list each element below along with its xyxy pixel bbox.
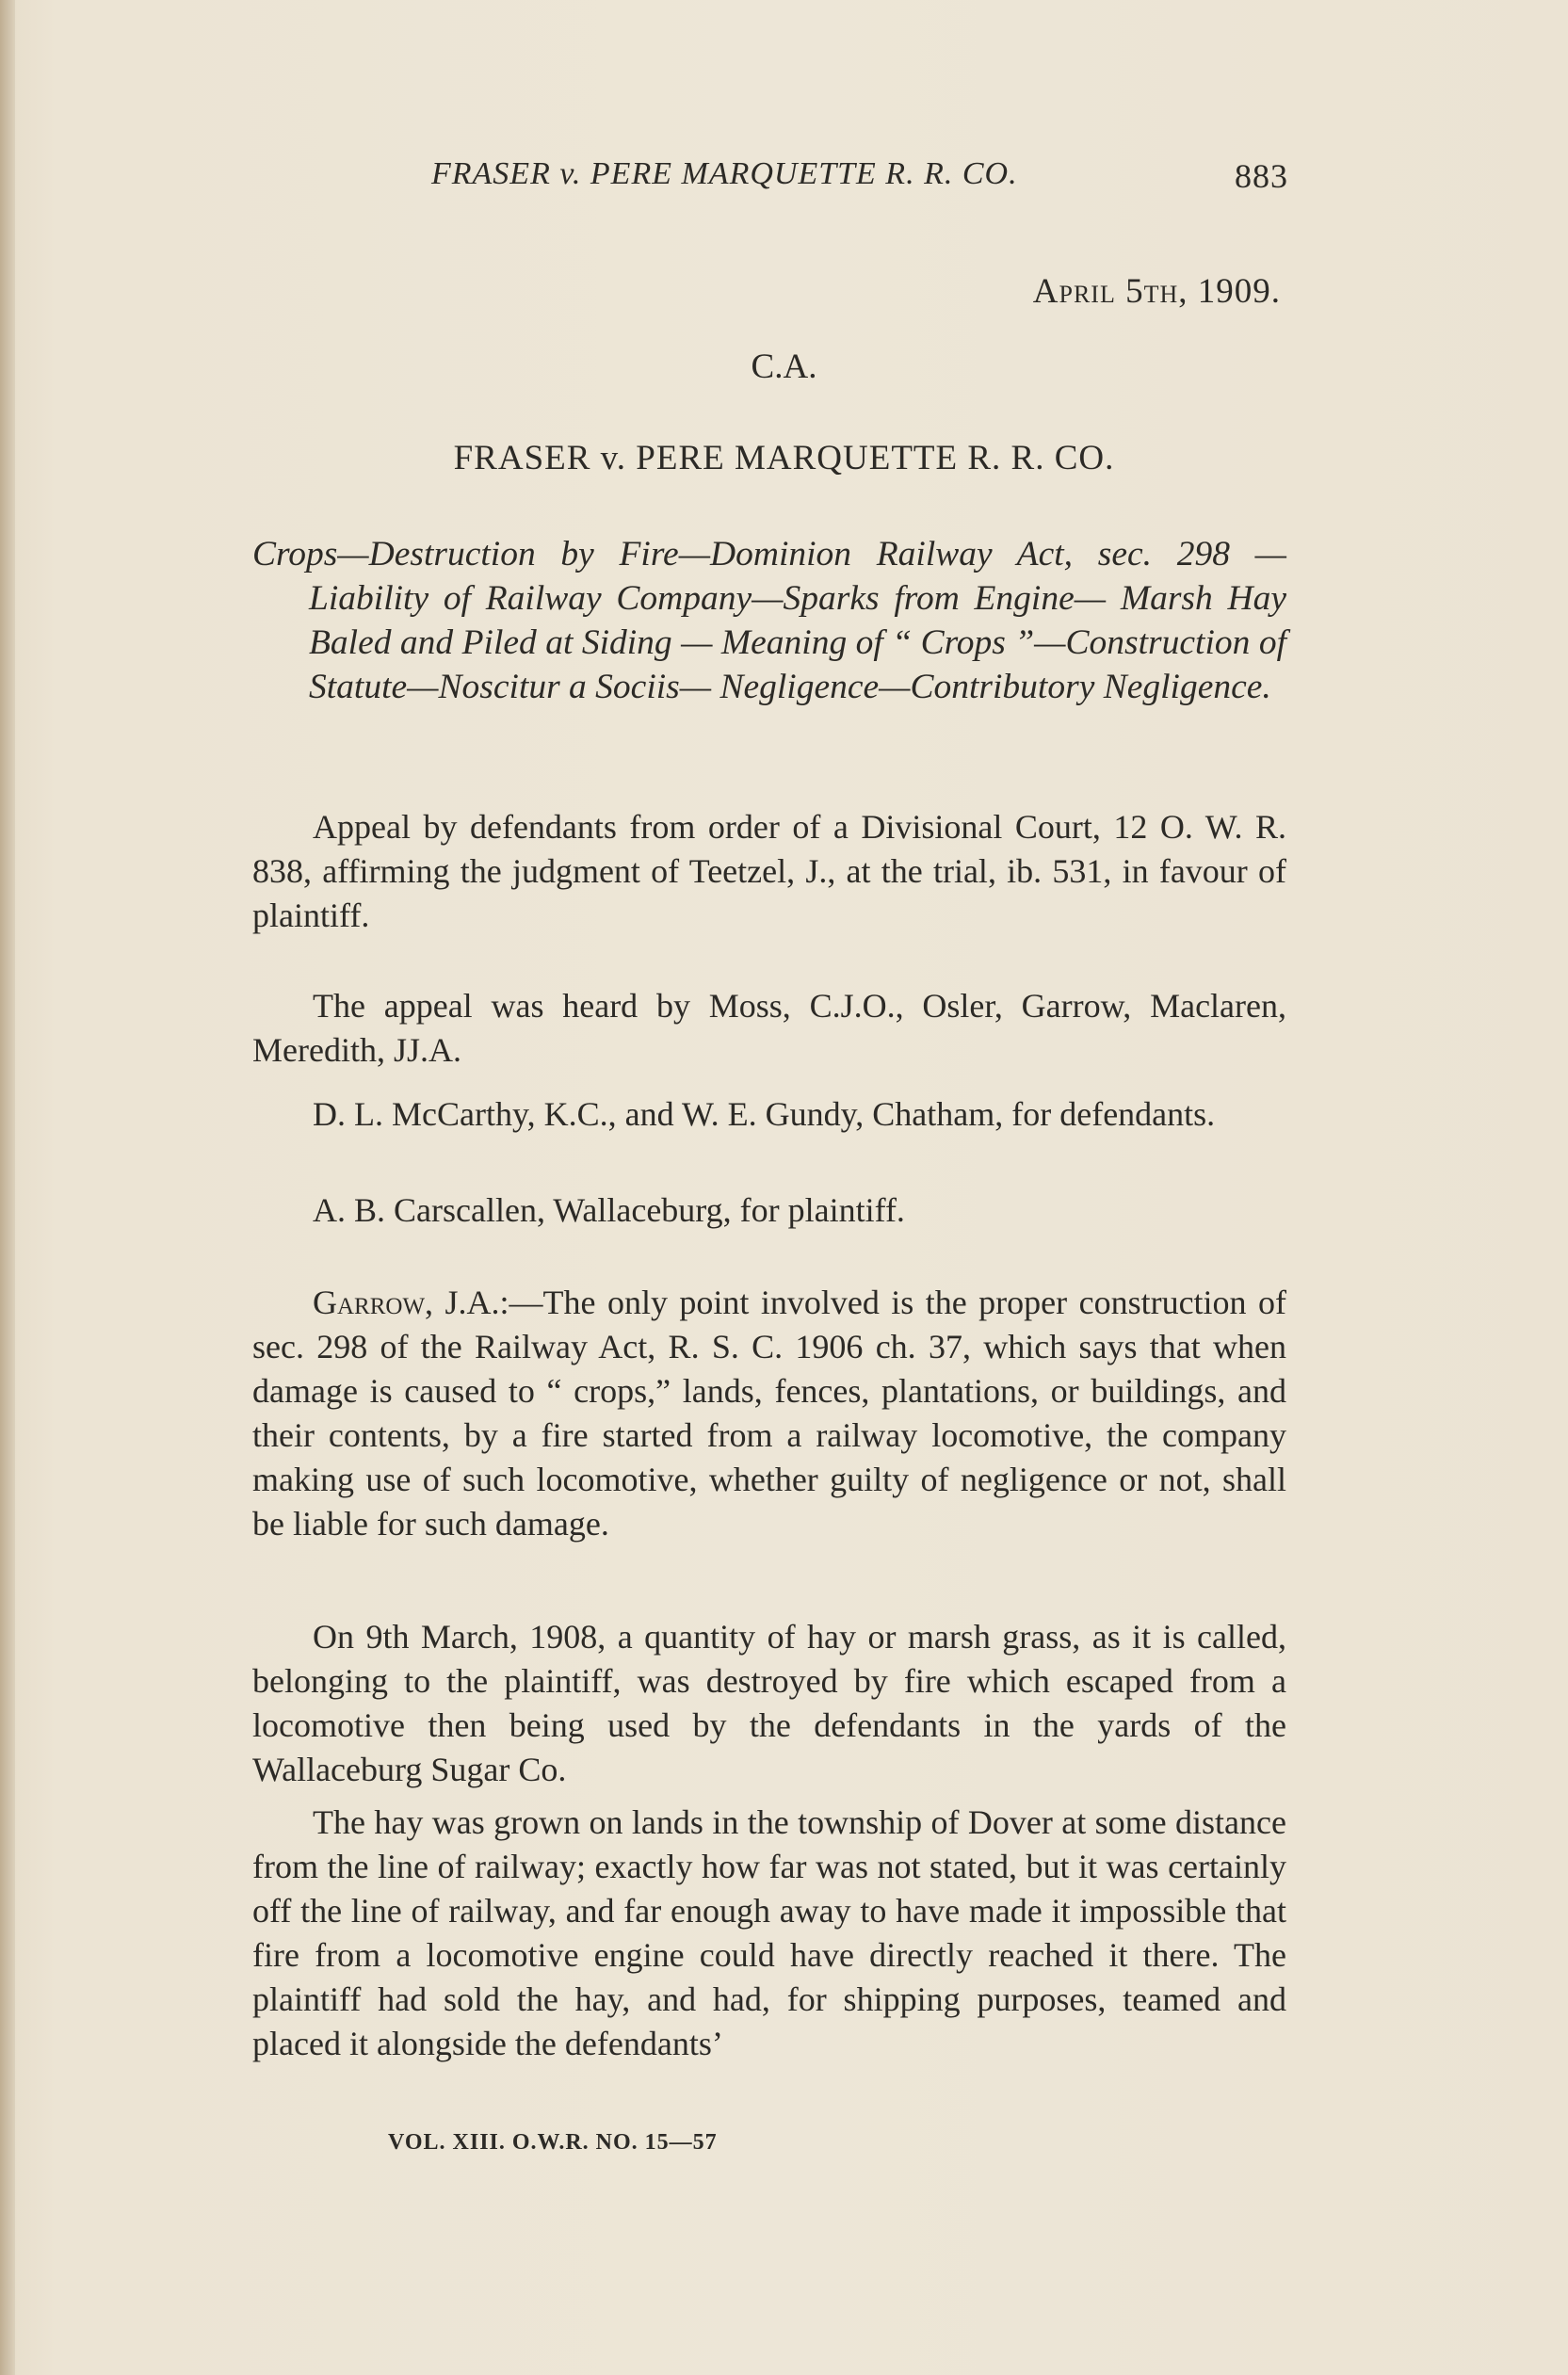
counsel-defendants-paragraph xyxy=(252,1092,1286,1137)
judgment-text-2: On 9th March, 1908, a quantity of hay or marsh grass, as it is called, belonging to the plaintiff, was destroyed by fire which escaped from a locomotive then being used by the defendants in the yards of the Wallaceburg Sugar Co. xyxy=(252,1618,1286,1788)
running-head-title: FRASER v. PERE MARQUETTE R. R. CO. xyxy=(431,156,1018,191)
court-label: C.A. xyxy=(751,347,817,386)
judgment-text-1 xyxy=(252,1281,1286,1546)
appeal-text: Appeal by defendants from order of a Divisional Court, 12 O. W. R. 838, affirming the judgment of Teetzel, J., at the trial, ib. 531, in favour of plaintiff. xyxy=(252,808,1286,934)
headnote xyxy=(252,532,1286,709)
headnote-text: Crops—Destruction by Fire—Dominion Railway Act, sec. 298 —Liability of Railway Company—Sparks from Engine— Marsh Hay Baled and Piled at Siding — Meaning of “ Crops ”—Construction of Statute—Noscitur a Sociis— Negligence—Contributory Negligence. xyxy=(252,535,1286,706)
case-title: FRASER v. PERE MARQUETTE R. R. CO. xyxy=(453,439,1115,477)
counsel-plaintiff-text: A. B. Carscallen, Wallaceburg, for plaintiff. xyxy=(313,1191,905,1229)
running-head xyxy=(252,151,1288,198)
counsel-defendants-text: D. L. McCarthy, K.C., and W. E. Gundy, Chatham, for defendants. xyxy=(313,1095,1216,1133)
judgment-text-3: The hay was grown on lands in the township of Dover at some distance from the line of railway; exactly how far was not stated, but it was certainly off the line of railway, and far enough away to have made it impossible that fire from a locomotive engine could have directly reached it there. The plaintiff had sold the hay, and had, for shipping purposes, teamed and placed it alongside the defendants’ xyxy=(252,1803,1286,2062)
counsel-plaintiff-paragraph xyxy=(252,1188,1286,1233)
appeal-paragraph xyxy=(252,805,1286,938)
judgment-text-1-body: :—The only point involved is the proper construction of sec. 298 of the Railway Act, R. S. C. 1906 ch. 37, which says that when damage is caused to “ crops,” lands, fences, plantations, or buildings, and their contents, by a fire started from a railway locomotive, the company making use of such locomotive, whether guilty of negligence or not, shall be liable for such damage. xyxy=(252,1284,1286,1543)
page-number: 883 xyxy=(1235,157,1288,195)
heard-paragraph xyxy=(252,984,1286,1073)
decision-date: April 5th, 1909. xyxy=(1032,272,1281,311)
judgment-paragraph-2 xyxy=(252,1615,1286,1792)
judgment-paragraph-3 xyxy=(252,1801,1286,2066)
judgment-paragraph-1 xyxy=(252,1281,1286,1546)
signature-footer: VOL. XIII. O.W.R. NO. 15—57 xyxy=(388,2130,718,2155)
heard-text: The appeal was heard by Moss, C.J.O., Osler, Garrow, Maclaren, Meredith, JJ.A. xyxy=(252,987,1286,1069)
judge-name: Garrow, J.A. xyxy=(313,1284,500,1321)
